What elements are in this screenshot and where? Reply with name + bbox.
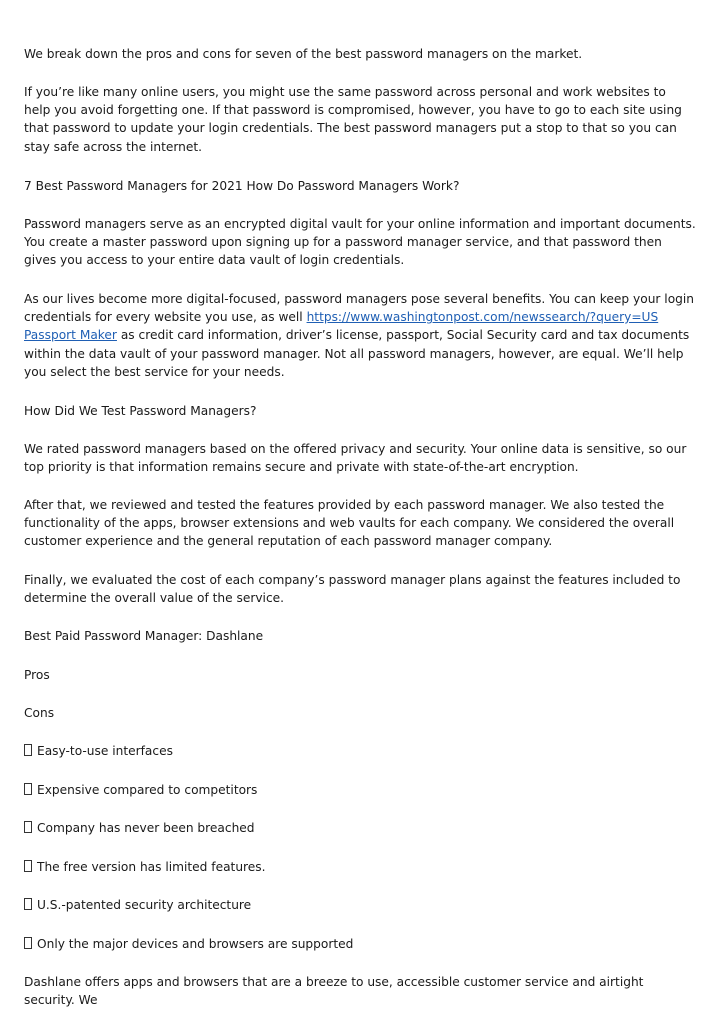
- benefits-text-before: As our lives become more digital-focused, password managers pose several benefits. You can keep your login credentials for every website you use, as well: [24, 292, 694, 325]
- list-item: [24, 858, 696, 876]
- list-item-text: Only the major devices and browsers are supported: [37, 937, 354, 951]
- pros-label: Pros: [24, 668, 50, 682]
- rated-paragraph: We rated password managers based on the offered privacy and security. Your online data is sensitive, so our top priority is that information remains secure and private with state-of-the-art encryption.: [24, 442, 687, 475]
- list-item-text: Easy-to-use interfaces: [37, 744, 173, 758]
- vault-paragraph: Password managers serve as an encrypted digital vault for your online information and important documents. You create a master password upon signing up for a password manager service, and that password then gives you access to your entire data vault of login credentials.: [24, 217, 696, 268]
- benefits-paragraph: [24, 290, 696, 381]
- intro-paragraph: We break down the pros and cons for seven of the best password managers on the market.: [24, 47, 583, 61]
- list-item: [24, 781, 696, 799]
- list-item-text: Company has never been breached: [37, 821, 255, 835]
- benefits-text-after: as credit card information, driver’s license, passport, Social Security card and tax documents within the data vault of your password manager. Not all password managers, however, are equal. We’ll help you select the best service for your needs.: [24, 328, 690, 379]
- bullet-box-icon: [24, 783, 32, 795]
- bullet-box-icon: [24, 821, 32, 833]
- list-item-text: U.S.-patented security architecture: [37, 898, 252, 912]
- bullet-box-icon: [24, 744, 32, 756]
- cons-label: Cons: [24, 706, 55, 720]
- dashlane-heading: Best Paid Password Manager: Dashlane: [24, 629, 264, 643]
- dashlane-summary-paragraph: Dashlane offers apps and browsers that are a breeze to use, accessible customer service and airtight security. We: [24, 975, 644, 1008]
- list-item-text: The free version has limited features.: [37, 860, 266, 874]
- password-reuse-paragraph: If you’re like many online users, you might use the same password across personal and work websites to help you avoid forgetting one. If that password is compromised, however, you have to go to each site using that password to update your login credentials. The best password managers put a stop to that so you can stay safe across the internet.: [24, 85, 682, 154]
- bullet-box-icon: [24, 860, 32, 872]
- cost-paragraph: Finally, we evaluated the cost of each company’s password manager plans against the features included to determine the overall value of the service.: [24, 573, 681, 606]
- reviewed-paragraph: After that, we reviewed and tested the features provided by each password manager. We also tested the functionality of the apps, browser extensions and web vaults for each company. We considered the overall customer experience and the general reputation of each password manager company.: [24, 498, 675, 549]
- bullet-box-icon: [24, 898, 32, 910]
- list-item: [24, 896, 696, 914]
- list-item: [24, 935, 696, 953]
- bullet-box-icon: [24, 937, 32, 949]
- best-managers-heading: 7 Best Password Managers for 2021 How Do Password Managers Work?: [24, 179, 460, 193]
- washingtonpost-link[interactable]: https://www.washingtonpost.com/newssearch/?query=US Passport Maker: [24, 310, 659, 343]
- list-item-text: Expensive compared to competitors: [37, 783, 258, 797]
- list-item: [24, 819, 696, 837]
- list-item: [24, 742, 696, 760]
- test-heading: How Did We Test Password Managers?: [24, 404, 257, 418]
